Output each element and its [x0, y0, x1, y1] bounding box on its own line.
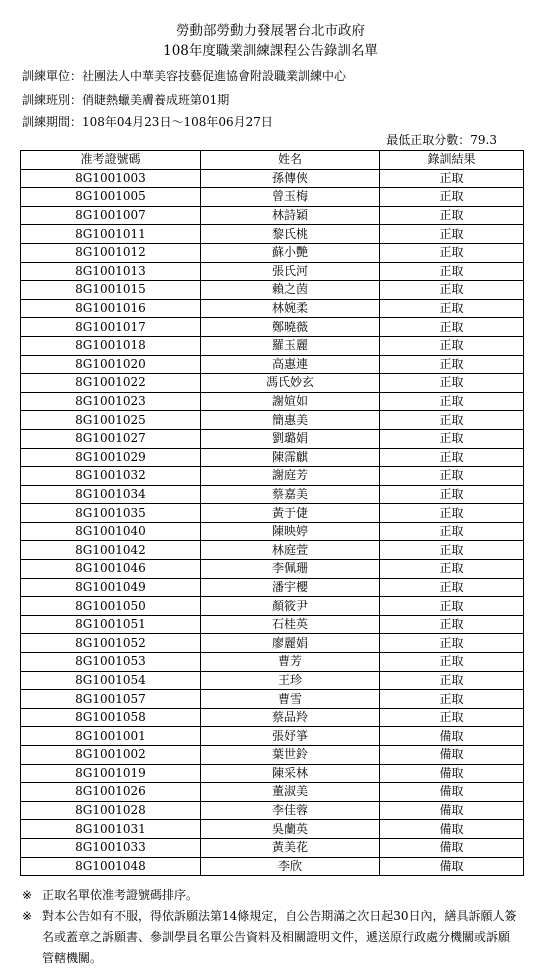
name-cell: 曾玉梅: [201, 188, 380, 207]
name-cell: 黃美花: [201, 838, 380, 857]
result-cell: 正取: [380, 560, 524, 579]
exam-number-cell: 8G1001022: [21, 374, 201, 393]
exam-number-cell: 8G1001019: [21, 764, 201, 783]
table-row: [21, 411, 524, 430]
result-cell: 正取: [380, 243, 524, 262]
exam-number-cell: 8G1001032: [21, 467, 201, 486]
result-cell: 正取: [380, 615, 524, 634]
exam-number-cell: 8G1001003: [21, 169, 201, 188]
exam-number-cell: 8G1001057: [21, 690, 201, 709]
table-row: [21, 485, 524, 504]
admission-table: [20, 150, 524, 876]
table-row: [21, 318, 524, 337]
name-cell: 董淑美: [201, 783, 380, 802]
name-cell: 林婉柔: [201, 299, 380, 318]
table-row: [21, 708, 524, 727]
name-cell: 石桂英: [201, 615, 380, 634]
exam-number-cell: 8G1001058: [21, 708, 201, 727]
result-cell: 正取: [380, 541, 524, 560]
result-cell: 正取: [380, 578, 524, 597]
exam-number-cell: 8G1001011: [21, 225, 201, 244]
table-row: [21, 336, 524, 355]
training-class: 訓練班別：俏睫熱蠟美膚養成班第01期: [22, 93, 230, 107]
result-cell: 正取: [380, 392, 524, 411]
note-item: [22, 906, 517, 969]
column-header-result: 錄訓結果: [380, 151, 524, 170]
exam-number-cell: 8G1001028: [21, 801, 201, 820]
result-cell: 正取: [380, 225, 524, 244]
name-cell: 鄭曉薇: [201, 318, 380, 337]
name-cell: 黃于倢: [201, 504, 380, 523]
result-cell: 正取: [380, 522, 524, 541]
exam-number-cell: 8G1001046: [21, 560, 201, 579]
name-cell: 謝庭芳: [201, 467, 380, 486]
table-row: [21, 820, 524, 839]
table-row: [21, 634, 524, 653]
exam-number-cell: 8G1001020: [21, 355, 201, 374]
table-row: [21, 727, 524, 746]
table-row: [21, 243, 524, 262]
exam-number-cell: 8G1001015: [21, 281, 201, 300]
name-cell: 羅玉麗: [201, 336, 380, 355]
name-cell: 張氏河: [201, 262, 380, 281]
note-mark: ※: [22, 909, 33, 923]
result-cell: 正取: [380, 262, 524, 281]
name-cell: 葉世鈴: [201, 746, 380, 765]
name-cell: 黎氏桃: [201, 225, 380, 244]
table-row: [21, 578, 524, 597]
exam-number-cell: 8G1001012: [21, 243, 201, 262]
exam-number-cell: 8G1001040: [21, 522, 201, 541]
name-cell: 劉璐娟: [201, 429, 380, 448]
result-cell: 正取: [380, 411, 524, 430]
exam-number-cell: 8G1001031: [21, 820, 201, 839]
result-cell: 正取: [380, 448, 524, 467]
result-cell: 正取: [380, 188, 524, 207]
result-cell: 正取: [380, 597, 524, 616]
exam-number-cell: 8G1001025: [21, 411, 201, 430]
table-row: [21, 857, 524, 876]
table-row: [21, 783, 524, 802]
table-row: [21, 281, 524, 300]
column-header-exam-number: 准考證號碼: [21, 151, 201, 170]
name-cell: 林詩穎: [201, 206, 380, 225]
result-cell: 正取: [380, 671, 524, 690]
table-row: [21, 206, 524, 225]
result-cell: 備取: [380, 727, 524, 746]
table-row: [21, 262, 524, 281]
result-cell: 正取: [380, 169, 524, 188]
result-cell: 正取: [380, 206, 524, 225]
table-row: [21, 448, 524, 467]
exam-number-cell: 8G1001029: [21, 448, 201, 467]
result-cell: 備取: [380, 820, 524, 839]
note-text: 對本公告如有不服，得依訴願法第14條規定，自公告期滿之次日起30日內，繕具訴願人簽名或蓋章之訴願書、參訓學員名單公告資料及相關證明文件，遞送原行政處分機關或訴願管轄機關。: [42, 909, 517, 965]
table-row: [21, 764, 524, 783]
name-cell: 陳映婷: [201, 522, 380, 541]
table-row: [21, 355, 524, 374]
training-period: 訓練期間：108年04月23日～108年06月27日: [22, 115, 273, 129]
exam-number-cell: 8G1001033: [21, 838, 201, 857]
exam-number-cell: 8G1001007: [21, 206, 201, 225]
table-row: [21, 801, 524, 820]
exam-number-cell: 8G1001013: [21, 262, 201, 281]
table-row: [21, 653, 524, 672]
table-row: [21, 522, 524, 541]
exam-number-cell: 8G1001049: [21, 578, 201, 597]
training-unit: 訓練單位：社團法人中華美容技藝促進協會附設職業訓練中心: [22, 69, 347, 83]
result-cell: 正取: [380, 355, 524, 374]
document-subtitle: 108年度職業訓練課程公告錄訓名單: [163, 43, 378, 59]
table-row: [21, 299, 524, 318]
exam-number-cell: 8G1001017: [21, 318, 201, 337]
exam-number-cell: 8G1001054: [21, 671, 201, 690]
table-row: [21, 225, 524, 244]
name-cell: 吳蘭英: [201, 820, 380, 839]
name-cell: 李佩珊: [201, 560, 380, 579]
name-cell: 李欣: [201, 857, 380, 876]
exam-number-cell: 8G1001034: [21, 485, 201, 504]
result-cell: 正取: [380, 429, 524, 448]
result-cell: 備取: [380, 764, 524, 783]
notes-section: [22, 885, 517, 969]
table-row: [21, 560, 524, 579]
result-cell: 正取: [380, 504, 524, 523]
table-row: [21, 504, 524, 523]
name-cell: 馮氏妙玄: [201, 374, 380, 393]
exam-number-cell: 8G1001002: [21, 746, 201, 765]
exam-number-cell: 8G1001023: [21, 392, 201, 411]
table-row: [21, 169, 524, 188]
result-cell: 備取: [380, 746, 524, 765]
table-header-row: [21, 151, 524, 170]
table-row: [21, 690, 524, 709]
exam-number-cell: 8G1001027: [21, 429, 201, 448]
result-cell: 正取: [380, 336, 524, 355]
name-cell: 林庭萱: [201, 541, 380, 560]
table-row: [21, 597, 524, 616]
name-cell: 陳霈麒: [201, 448, 380, 467]
exam-number-cell: 8G1001050: [21, 597, 201, 616]
table-row: [21, 671, 524, 690]
table-row: [21, 746, 524, 765]
name-cell: 簡惠美: [201, 411, 380, 430]
result-cell: 正取: [380, 485, 524, 504]
result-cell: 正取: [380, 653, 524, 672]
result-cell: 備取: [380, 783, 524, 802]
note-text: 正取名單依准考證號碼排序。: [42, 888, 199, 902]
exam-number-cell: 8G1001052: [21, 634, 201, 653]
name-cell: 顏筱尹: [201, 597, 380, 616]
document-title: 勞動部勞動力發展署台北市政府: [176, 23, 365, 39]
name-cell: 張妤箏: [201, 727, 380, 746]
result-cell: 備取: [380, 857, 524, 876]
name-cell: 潘宇櫻: [201, 578, 380, 597]
name-cell: 李佳蓉: [201, 801, 380, 820]
result-cell: 正取: [380, 281, 524, 300]
exam-number-cell: 8G1001035: [21, 504, 201, 523]
table-row: [21, 429, 524, 448]
result-cell: 正取: [380, 467, 524, 486]
exam-number-cell: 8G1001048: [21, 857, 201, 876]
exam-number-cell: 8G1001053: [21, 653, 201, 672]
exam-number-cell: 8G1001016: [21, 299, 201, 318]
name-cell: 蔡嘉美: [201, 485, 380, 504]
name-cell: 高惠連: [201, 355, 380, 374]
exam-number-cell: 8G1001026: [21, 783, 201, 802]
table-row: [21, 467, 524, 486]
name-cell: 王珍: [201, 671, 380, 690]
table-row: [21, 188, 524, 207]
table-row: [21, 392, 524, 411]
name-cell: 曹芳: [201, 653, 380, 672]
exam-number-cell: 8G1001005: [21, 188, 201, 207]
result-cell: 正取: [380, 374, 524, 393]
table-row: [21, 838, 524, 857]
exam-number-cell: 8G1001042: [21, 541, 201, 560]
name-cell: 孫傳俠: [201, 169, 380, 188]
result-cell: 正取: [380, 708, 524, 727]
result-cell: 正取: [380, 634, 524, 653]
name-cell: 廖麗娟: [201, 634, 380, 653]
name-cell: 曹雪: [201, 690, 380, 709]
exam-number-cell: 8G1001018: [21, 336, 201, 355]
table-row: [21, 374, 524, 393]
result-cell: 正取: [380, 299, 524, 318]
name-cell: 陳采林: [201, 764, 380, 783]
table-row: [21, 615, 524, 634]
result-cell: 備取: [380, 838, 524, 857]
name-cell: 蔡品羚: [201, 708, 380, 727]
note-item: [22, 885, 517, 906]
name-cell: 謝媗如: [201, 392, 380, 411]
exam-number-cell: 8G1001001: [21, 727, 201, 746]
exam-number-cell: 8G1001051: [21, 615, 201, 634]
table-row: [21, 541, 524, 560]
result-cell: 正取: [380, 318, 524, 337]
column-header-name: 姓名: [201, 151, 380, 170]
minimum-score: 最低正取分數：79.3: [386, 133, 497, 147]
result-cell: 備取: [380, 801, 524, 820]
name-cell: 蘇小艷: [201, 243, 380, 262]
name-cell: 賴之茵: [201, 281, 380, 300]
note-mark: ※: [22, 888, 33, 902]
result-cell: 正取: [380, 690, 524, 709]
